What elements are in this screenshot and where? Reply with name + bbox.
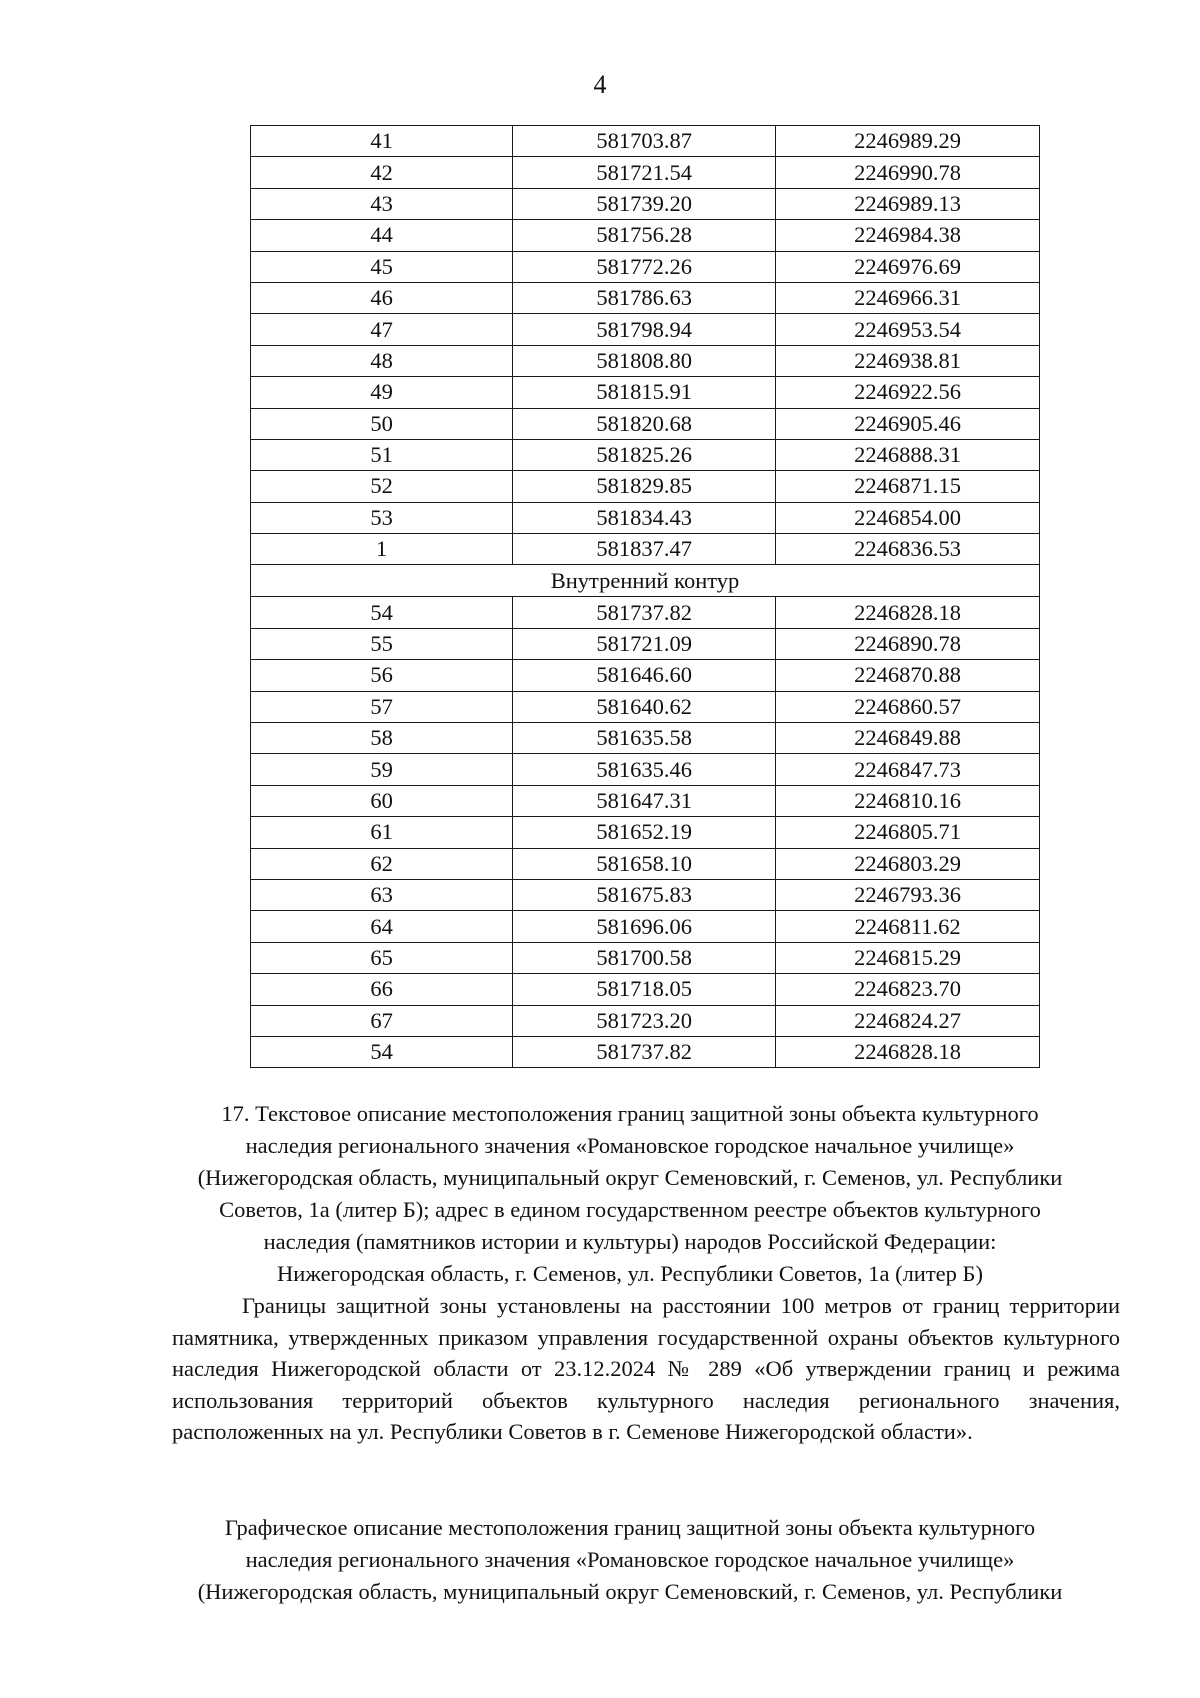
x-coordinate-cell: 581721.09: [513, 628, 776, 659]
table-row: [251, 220, 1040, 251]
table-row: [251, 723, 1040, 754]
boundary-paragraph: Границы защитной зоны установлены на расстоянии 100 метров от границ территории памятника, утвержденных приказом управления государственной охраны объектов культурного наследия Нижегородской области от 23.12.2024 № 289 «Об утверждении границ и режима использования территорий объектов культурного наследия регионального значения, расположенных на ул. Республики Советов в г. Семенове Нижегородской области».: [172, 1293, 1120, 1444]
y-coordinate-cell: 2246828.18: [776, 1036, 1040, 1067]
point-number-cell: 57: [251, 691, 513, 722]
section-row: [251, 565, 1040, 597]
table-row: [251, 126, 1040, 157]
table-row: [251, 408, 1040, 439]
x-coordinate-cell: 581737.82: [513, 597, 776, 628]
heading-line: наследия (памятников истории и культуры) народов Российской Федерации:: [263, 1229, 997, 1254]
x-coordinate-cell: 581640.62: [513, 691, 776, 722]
point-number-cell: 59: [251, 754, 513, 785]
table-row: [251, 848, 1040, 879]
y-coordinate-cell: 2246805.71: [776, 817, 1040, 848]
point-number-cell: 62: [251, 848, 513, 879]
table-row: [251, 157, 1040, 188]
x-coordinate-cell: 581834.43: [513, 502, 776, 533]
y-coordinate-cell: 2246815.29: [776, 942, 1040, 973]
y-coordinate-cell: 2246847.73: [776, 754, 1040, 785]
x-coordinate-cell: 581756.28: [513, 220, 776, 251]
y-coordinate-cell: 2246810.16: [776, 785, 1040, 816]
point-number-cell: 47: [251, 314, 513, 345]
x-coordinate-cell: 581739.20: [513, 188, 776, 219]
y-coordinate-cell: 2246854.00: [776, 502, 1040, 533]
point-number-cell: 41: [251, 126, 513, 157]
coordinates-table: [250, 125, 1040, 1068]
table-row: [251, 282, 1040, 313]
point-number-cell: 46: [251, 282, 513, 313]
point-number-cell: 54: [251, 1036, 513, 1067]
point-number-cell: 66: [251, 974, 513, 1005]
heading-line: (Нижегородская область, муниципальный округ Семеновский, г. Семенов, ул. Республики: [197, 1165, 1063, 1190]
y-coordinate-cell: 2246860.57: [776, 691, 1040, 722]
point-number-cell: 65: [251, 942, 513, 973]
point-number-cell: 42: [251, 157, 513, 188]
table-row: [251, 1005, 1040, 1036]
y-coordinate-cell: 2246966.31: [776, 282, 1040, 313]
point-number-cell: 53: [251, 502, 513, 533]
y-coordinate-cell: 2246953.54: [776, 314, 1040, 345]
x-coordinate-cell: 581647.31: [513, 785, 776, 816]
table-row: [251, 754, 1040, 785]
table-row: [251, 188, 1040, 219]
x-coordinate-cell: 581646.60: [513, 660, 776, 691]
table-row: [251, 691, 1040, 722]
x-coordinate-cell: 581635.46: [513, 754, 776, 785]
heading-line: (Нижегородская область, муниципальный округ Семеновский, г. Семенов, ул. Республики: [197, 1579, 1063, 1604]
y-coordinate-cell: 2246836.53: [776, 534, 1040, 565]
heading-line: Советов, 1а (литер Б); адрес в едином государственном реестре объектов культурного: [219, 1197, 1041, 1222]
point-number-cell: 54: [251, 597, 513, 628]
point-number-cell: 63: [251, 879, 513, 910]
heading-line: 17. Текстовое описание местоположения границ защитной зоны объекта культурного: [221, 1101, 1039, 1126]
point-number-cell: 55: [251, 628, 513, 659]
y-coordinate-cell: 2246922.56: [776, 377, 1040, 408]
y-coordinate-cell: 2246905.46: [776, 408, 1040, 439]
table-row: [251, 251, 1040, 282]
y-coordinate-cell: 2246990.78: [776, 157, 1040, 188]
x-coordinate-cell: 581820.68: [513, 408, 776, 439]
table-row: [251, 314, 1040, 345]
table-row: [251, 879, 1040, 910]
y-coordinate-cell: 2246828.18: [776, 597, 1040, 628]
graphic-description-heading: [150, 1512, 1110, 1608]
inner-contour-label: Внутренний контур: [251, 565, 1040, 597]
table-row: [251, 785, 1040, 816]
x-coordinate-cell: 581658.10: [513, 848, 776, 879]
point-number-cell: 52: [251, 471, 513, 502]
table-row: [251, 942, 1040, 973]
y-coordinate-cell: 2246870.88: [776, 660, 1040, 691]
y-coordinate-cell: 2246888.31: [776, 439, 1040, 470]
table-row: [251, 439, 1040, 470]
y-coordinate-cell: 2246989.29: [776, 126, 1040, 157]
y-coordinate-cell: 2246938.81: [776, 345, 1040, 376]
page-number: 4: [593, 70, 607, 99]
point-number-cell: 56: [251, 660, 513, 691]
point-number-cell: 49: [251, 377, 513, 408]
point-number-cell: 45: [251, 251, 513, 282]
x-coordinate-cell: 581786.63: [513, 282, 776, 313]
table-row: [251, 534, 1040, 565]
point-number-cell: 44: [251, 220, 513, 251]
y-coordinate-cell: 2246824.27: [776, 1005, 1040, 1036]
x-coordinate-cell: 581829.85: [513, 471, 776, 502]
table-row: [251, 911, 1040, 942]
point-number-cell: 64: [251, 911, 513, 942]
table-row: [251, 597, 1040, 628]
table-row: [251, 660, 1040, 691]
point-number-cell: 60: [251, 785, 513, 816]
section-17-heading: [150, 1098, 1110, 1290]
table-row: [251, 502, 1040, 533]
y-coordinate-cell: 2246849.88: [776, 723, 1040, 754]
y-coordinate-cell: 2246871.15: [776, 471, 1040, 502]
x-coordinate-cell: 581808.80: [513, 345, 776, 376]
point-number-cell: 1: [251, 534, 513, 565]
y-coordinate-cell: 2246793.36: [776, 879, 1040, 910]
x-coordinate-cell: 581723.20: [513, 1005, 776, 1036]
point-number-cell: 61: [251, 817, 513, 848]
point-number-cell: 67: [251, 1005, 513, 1036]
x-coordinate-cell: 581652.19: [513, 817, 776, 848]
x-coordinate-cell: 581635.58: [513, 723, 776, 754]
y-coordinate-cell: 2246890.78: [776, 628, 1040, 659]
heading-line: наследия регионального значения «Романовское городское начальное училище»: [245, 1133, 1015, 1158]
table-row: [251, 471, 1040, 502]
x-coordinate-cell: 581825.26: [513, 439, 776, 470]
x-coordinate-cell: 581798.94: [513, 314, 776, 345]
y-coordinate-cell: 2246989.13: [776, 188, 1040, 219]
point-number-cell: 50: [251, 408, 513, 439]
y-coordinate-cell: 2246823.70: [776, 974, 1040, 1005]
coordinates-table-body: [251, 126, 1040, 1068]
table-row: [251, 628, 1040, 659]
point-number-cell: 51: [251, 439, 513, 470]
point-number-cell: 48: [251, 345, 513, 376]
x-coordinate-cell: 581721.54: [513, 157, 776, 188]
table-row: [251, 1036, 1040, 1067]
x-coordinate-cell: 581772.26: [513, 251, 776, 282]
y-coordinate-cell: 2246984.38: [776, 220, 1040, 251]
x-coordinate-cell: 581837.47: [513, 534, 776, 565]
x-coordinate-cell: 581696.06: [513, 911, 776, 942]
table-row: [251, 377, 1040, 408]
table-row: [251, 974, 1040, 1005]
heading-line: Нижегородская область, г. Семенов, ул. Республики Советов, 1а (литер Б): [277, 1261, 983, 1286]
point-number-cell: 58: [251, 723, 513, 754]
x-coordinate-cell: 581700.58: [513, 942, 776, 973]
table-row: [251, 345, 1040, 376]
heading-line: наследия регионального значения «Романовское городское начальное училище»: [245, 1547, 1015, 1572]
point-number-cell: 43: [251, 188, 513, 219]
x-coordinate-cell: 581815.91: [513, 377, 776, 408]
y-coordinate-cell: 2246803.29: [776, 848, 1040, 879]
heading-line: Графическое описание местоположения границ защитной зоны объекта культурного: [224, 1515, 1036, 1540]
y-coordinate-cell: 2246976.69: [776, 251, 1040, 282]
x-coordinate-cell: 581737.82: [513, 1036, 776, 1067]
x-coordinate-cell: 581703.87: [513, 126, 776, 157]
x-coordinate-cell: 581718.05: [513, 974, 776, 1005]
table-row: [251, 817, 1040, 848]
y-coordinate-cell: 2246811.62: [776, 911, 1040, 942]
x-coordinate-cell: 581675.83: [513, 879, 776, 910]
